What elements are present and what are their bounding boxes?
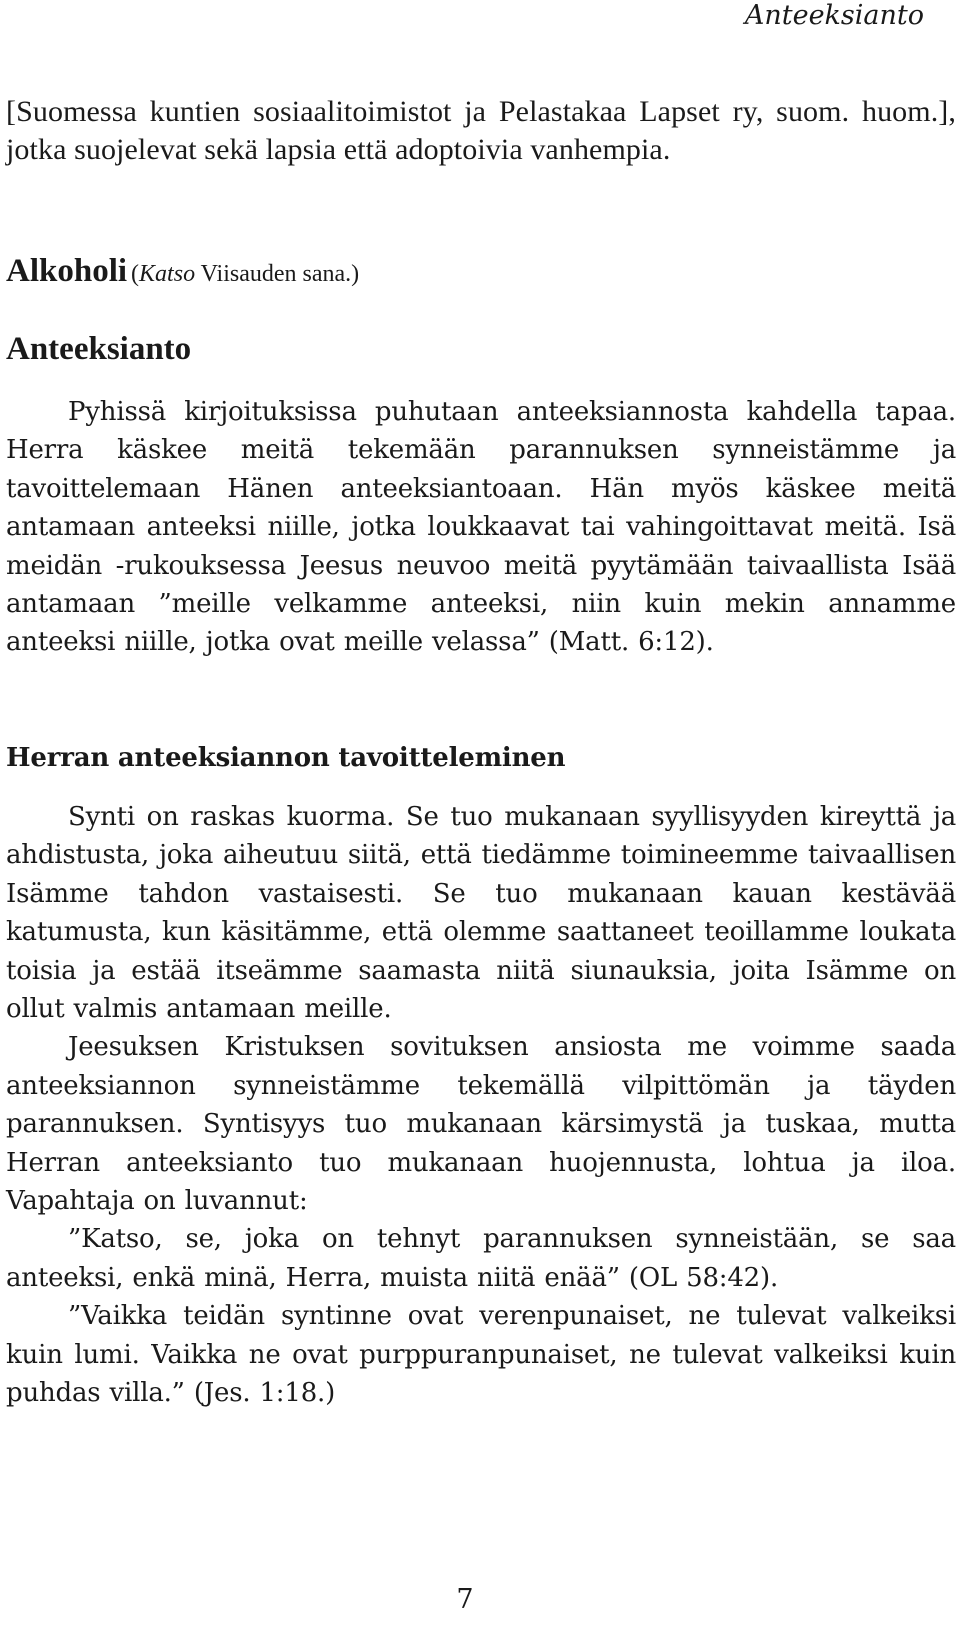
section-title: Anteeksianto (6, 331, 192, 367)
running-head: Anteeksianto (744, 0, 924, 31)
ref-target: Viisauden sana.) (195, 261, 360, 287)
intro-paragraph: Pyhissä kirjoituksissa puhutaan anteeksiannosta kahdella tapaa. Herra käskee meitä tekemään parannuksen synneistämme ja tavoittelemaan Hänen anteeksiantoaan. Hän myös käskee meitä antamaan anteeksi niille, jotka loukkaavat tai vahingoittavat meitä. Isä meidän -rukouksessa Jeesus neuvoo meitä pyytämään taivaallista Isää antamaan ”meille velkamme anteeksi, niin kuin mekin annamme anteeksi niille, jotka ovat meille velassa” (Matt. 6:12). (6, 397, 956, 658)
alkoholi-entry (6, 249, 359, 299)
entry-cross-reference (131, 261, 359, 287)
ref-open: ( (131, 261, 140, 287)
body-section (0, 798, 960, 1413)
subheading: Herran anteeksiannon tavoitteleminen (6, 743, 566, 773)
continuation-paragraph: [Suomessa kuntien sosiaalitoimistot ja Pelastakaa Lapset ry, suom. huom.], jotka suojelevat sekä lapsia että adoptoivia vanhempia. (6, 95, 956, 166)
scripture-quote: ”Vaikka teidän syntinne ovat verenpunaiset, ne tulevat valkeiksi kuin lumi. Vaikka ne ovat purppuranpunaiset, ne tulevat valkeiksi kuin puhdas villa.” (Jes. 1:18.) (6, 1301, 956, 1409)
paragraph: Synti on raskas kuorma. Se tuo mukanaan syyllisyyden kireyttä ja ahdistusta, joka aiheutuu siitä, että tiedämme toimineemme taivaallisen Isämme tahdon vastaisesti. Se tuo mukanaan kauan kestävää katumusta, kun käsitämme, että olemme saattaneet teoillamme loukata toisia ja estää itseämme saamasta niitä siunauksia, joita Isämme on ollut valmis antamaan meille. (6, 802, 956, 1025)
paragraph: Jeesuksen Kristuksen sovituksen ansiosta me voimme saada anteeksiannon synneistämme tekemällä vilpittömän ja täyden parannuksen. Syntisyys tuo mukanaan kärsimystä ja tuskaa, mutta Herran anteeksianto tuo mukanaan huojennusta, lohtua ja iloa. Vapahtaja on luvannut: (6, 1032, 956, 1217)
page-number: 7 (456, 1584, 474, 1615)
entry-term: Alkoholi (6, 253, 128, 289)
ref-katso: Katso (139, 261, 196, 287)
scripture-quote: ”Katso, se, joka on tehnyt parannuksen synneistään, se saa anteeksi, enkä minä, Herra, muista niitä enää” (OL 58:42). (6, 1224, 956, 1293)
